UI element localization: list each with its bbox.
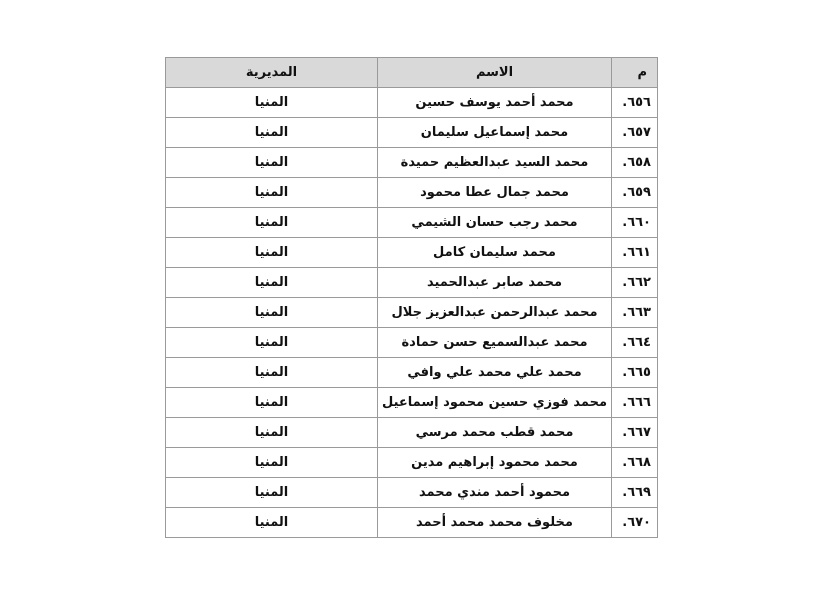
row-directorate: المنيا: [166, 508, 378, 538]
table-row: [166, 418, 658, 448]
names-table-container: [165, 57, 657, 538]
row-name: محمد سليمان كامل: [378, 238, 612, 268]
row-name: محمد عبدالسميع حسن حمادة: [378, 328, 612, 358]
row-number: ٦٦٢.: [612, 268, 658, 298]
row-name: محمد قطب محمد مرسي: [378, 418, 612, 448]
row-number: ٦٥٩.: [612, 178, 658, 208]
row-name: محمد أحمد يوسف حسين: [378, 88, 612, 118]
row-directorate: المنيا: [166, 88, 378, 118]
row-name: محمد السيد عبدالعظيم حميدة: [378, 148, 612, 178]
row-directorate: المنيا: [166, 298, 378, 328]
table-row: [166, 148, 658, 178]
row-name: محمد صابر عبدالحميد: [378, 268, 612, 298]
header-name: الاسم: [378, 58, 612, 88]
table-row: [166, 508, 658, 538]
row-directorate: المنيا: [166, 268, 378, 298]
table-row: [166, 208, 658, 238]
table-row: [166, 178, 658, 208]
row-directorate: المنيا: [166, 328, 378, 358]
row-directorate: المنيا: [166, 238, 378, 268]
row-directorate: المنيا: [166, 178, 378, 208]
row-directorate: المنيا: [166, 148, 378, 178]
row-name: مخلوف محمد محمد أحمد: [378, 508, 612, 538]
row-directorate: المنيا: [166, 448, 378, 478]
row-name: محمد رجب حسان الشيمي: [378, 208, 612, 238]
table-row: [166, 298, 658, 328]
table-row: [166, 118, 658, 148]
table-row: [166, 388, 658, 418]
table-row: [166, 358, 658, 388]
row-directorate: المنيا: [166, 118, 378, 148]
row-number: ٦٦٧.: [612, 418, 658, 448]
row-number: ٦٧٠.: [612, 508, 658, 538]
table-row: [166, 88, 658, 118]
table-row: [166, 238, 658, 268]
row-directorate: المنيا: [166, 208, 378, 238]
names-table: [165, 57, 658, 538]
row-number: ٦٦٠.: [612, 208, 658, 238]
row-number: ٦٥٦.: [612, 88, 658, 118]
row-name: محمد إسماعيل سليمان: [378, 118, 612, 148]
row-name: محمد فوزي حسين محمود إسماعيل: [378, 388, 612, 418]
table-header-row: [166, 58, 658, 88]
row-number: ٦٦٦.: [612, 388, 658, 418]
row-number: ٦٦٨.: [612, 448, 658, 478]
table-body: [166, 88, 658, 538]
row-number: ٦٥٨.: [612, 148, 658, 178]
row-directorate: المنيا: [166, 418, 378, 448]
row-number: ٦٦٤.: [612, 328, 658, 358]
row-directorate: المنيا: [166, 388, 378, 418]
row-name: محمد جمال عطا محمود: [378, 178, 612, 208]
row-name: محمد عبدالرحمن عبدالعزيز جلال: [378, 298, 612, 328]
table-row: [166, 328, 658, 358]
row-number: ٦٦٩.: [612, 478, 658, 508]
header-directorate: المديرية: [166, 58, 378, 88]
row-number: ٦٦٥.: [612, 358, 658, 388]
table-row: [166, 448, 658, 478]
table-row: [166, 268, 658, 298]
row-directorate: المنيا: [166, 358, 378, 388]
header-number: م: [612, 58, 658, 88]
row-number: ٦٦٣.: [612, 298, 658, 328]
row-directorate: المنيا: [166, 478, 378, 508]
row-name: محمود أحمد مندي محمد: [378, 478, 612, 508]
row-number: ٦٥٧.: [612, 118, 658, 148]
row-number: ٦٦١.: [612, 238, 658, 268]
row-name: محمد علي محمد علي وافي: [378, 358, 612, 388]
row-name: محمد محمود إبراهيم مدين: [378, 448, 612, 478]
table-row: [166, 478, 658, 508]
